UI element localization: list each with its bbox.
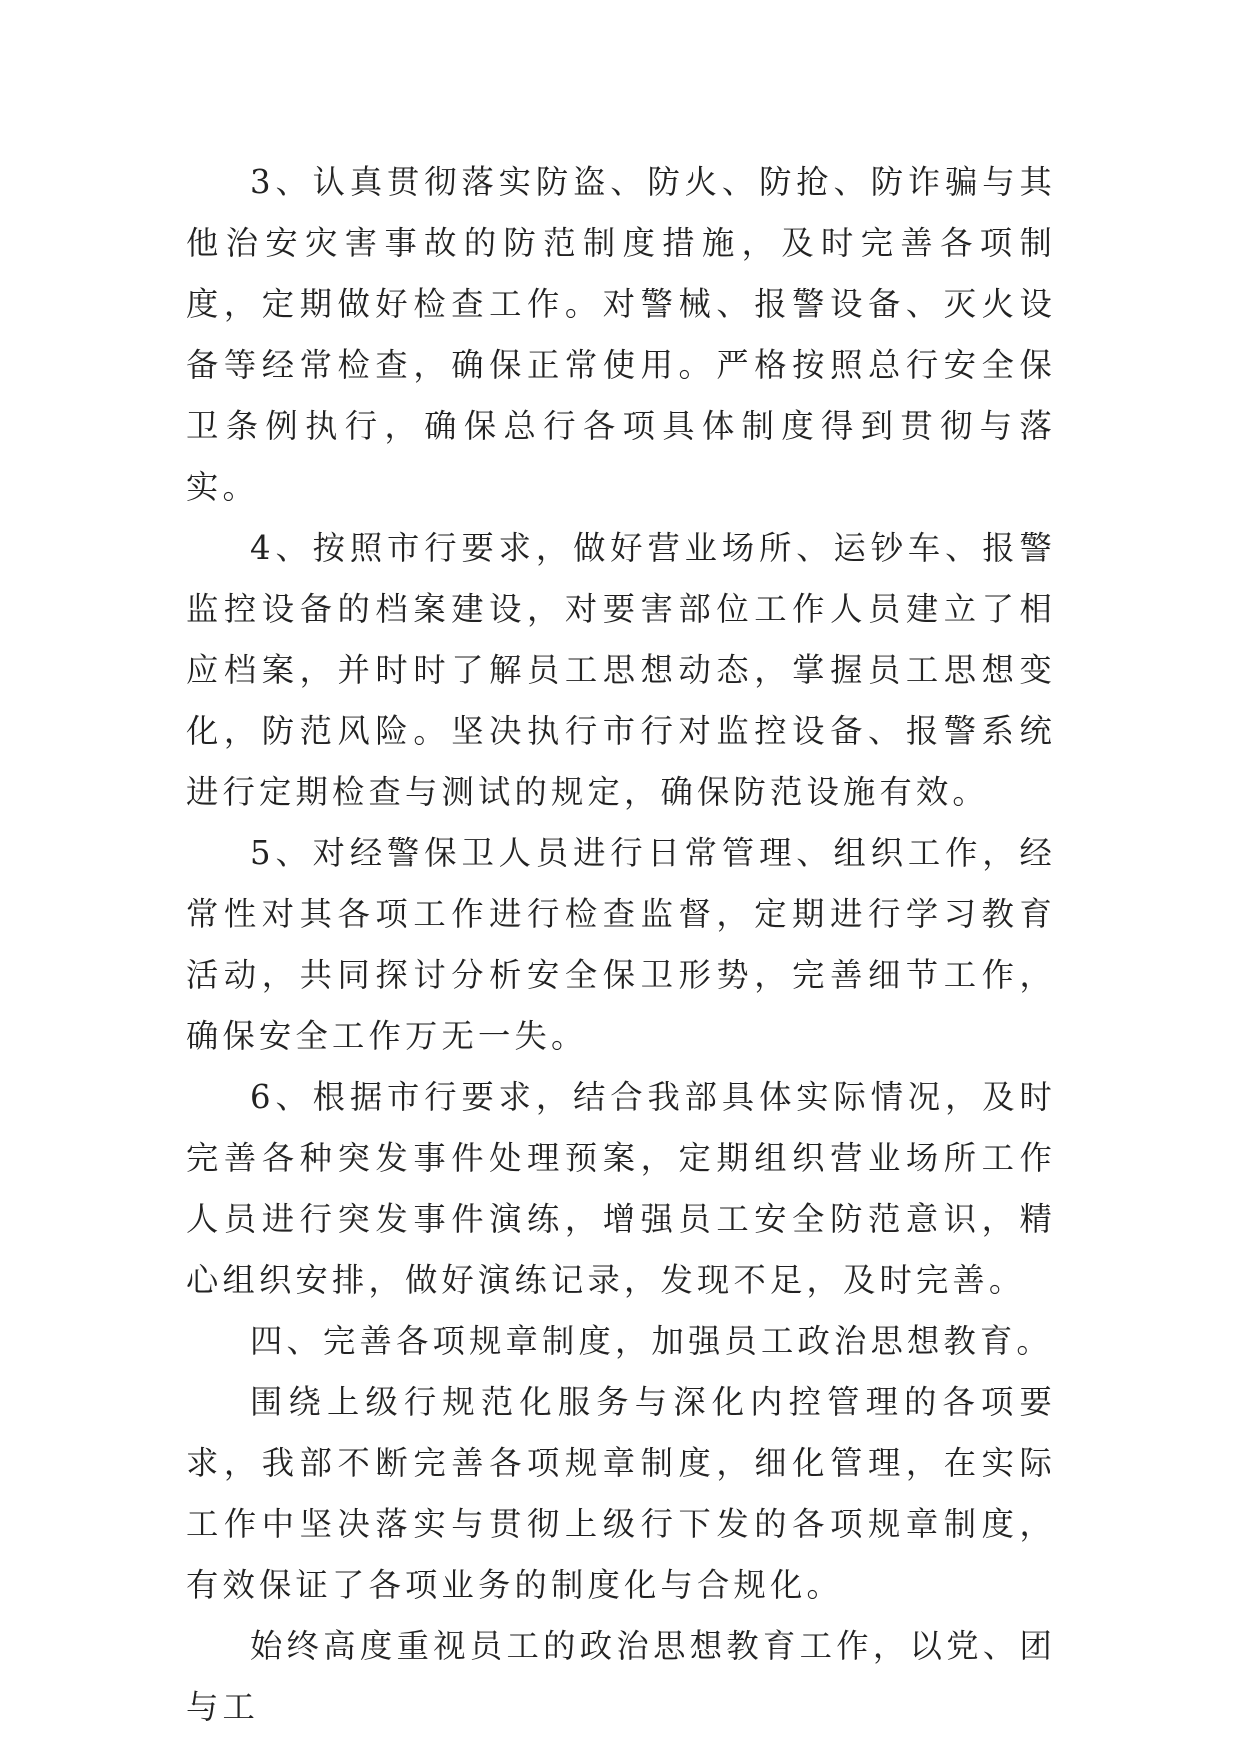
paragraph-security-measures: 3、认真贯彻落实防盗、防火、防抢、防诈骗与其他治安灾害事故的防范制度措施，及时完善各项制度，定期做好检查工作。对警械、报警设备、灭火设备等经常检查，确保正常使用。严格按照总行安全保卫条例执行，确保总行各项具体制度得到贯彻与落实。 xyxy=(186,163,1056,506)
document-body xyxy=(186,152,1056,1738)
paragraph-emergency-plans: 6、根据市行要求，结合我部具体实际情况，及时完善各种突发事件处理预案，定期组织营业场所工作人员进行突发事件演练，增强员工安全防范意识，精心组织安排，做好演练记录，发现不足，及时完善。 xyxy=(186,1078,1056,1299)
paragraph-guard-management: 5、对经警保卫人员进行日常管理、组织工作，经常性对其各项工作进行检查监督，定期进行学习教育活动，共同探讨分析安全保卫形势，完善细节工作，确保安全工作万无一失。 xyxy=(186,834,1056,1055)
paragraph-political-education: 始终高度重视员工的政治思想教育工作，以党、团与工 xyxy=(186,1627,1056,1726)
section-heading-regulations: 四、完善各项规章制度，加强员工政治思想教育。 xyxy=(250,1322,1053,1360)
paragraph-archive-building: 4、按照市行要求，做好营业场所、运钞车、报警监控设备的档案建设，对要害部位工作人员建立了相应档案，并时时了解员工思想动态，掌握员工思想变化，防范风险。坚决执行市行对监控设备、报警系统进行定期检查与测试的规定，确保防范设施有效。 xyxy=(186,529,1056,811)
paragraph-regulation-improvement: 围绕上级行规范化服务与深化内控管理的各项要求，我部不断完善各项规章制度，细化管理，在实际工作中坚决落实与贯彻上级行下发的各项规章制度，有效保证了各项业务的制度化与合规化。 xyxy=(186,1383,1056,1604)
